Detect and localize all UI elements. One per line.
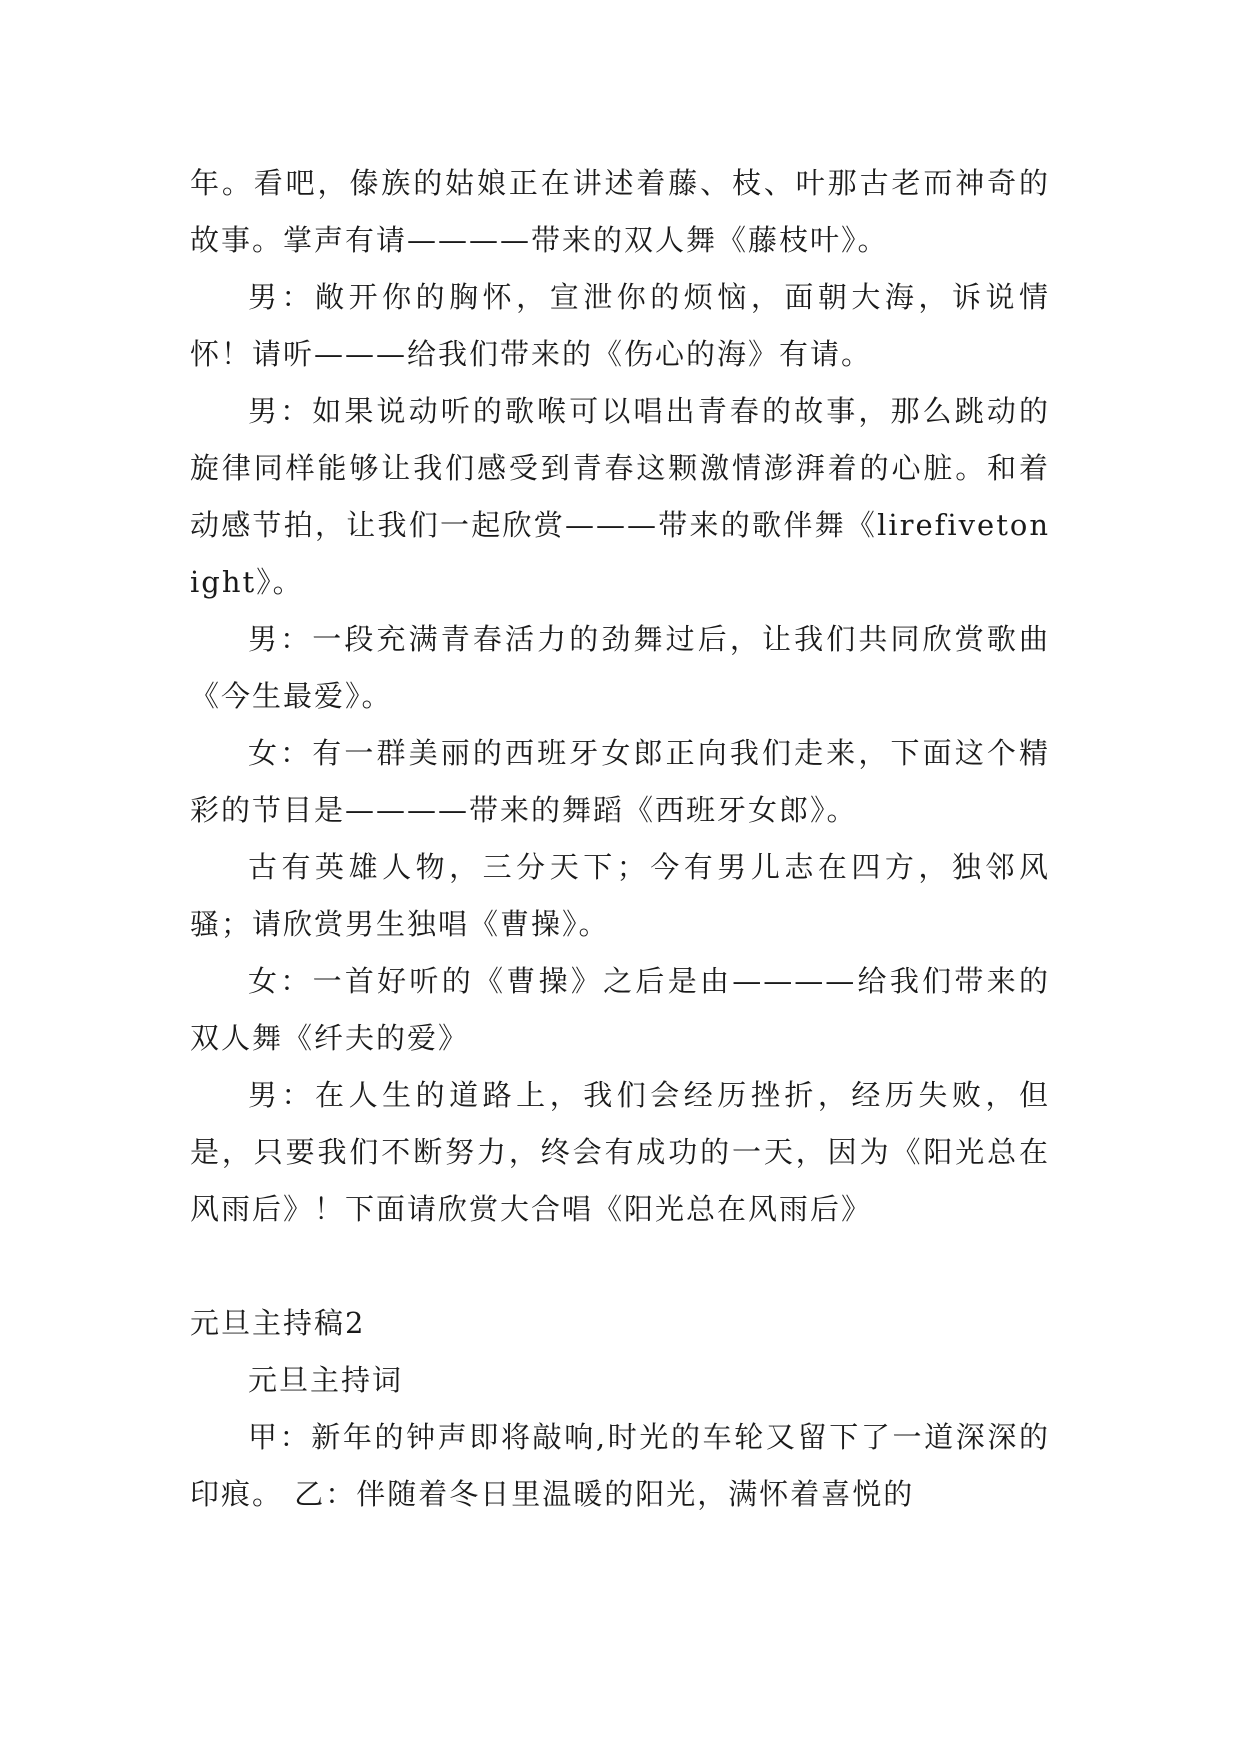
document-body	[190, 155, 1050, 1523]
paragraph-4: 男：一段充满青春活力的劲舞过后，让我们共同欣赏歌曲《今生最爱》。	[190, 622, 1050, 713]
paragraph-8: 男：在人生的道路上，我们会经历挫折，经历失败，但是，只要我们不断努力，终会有成功的一天，因为《阳光总在风雨后》！下面请欣赏大合唱《阳光总在风雨后》	[190, 1078, 1050, 1226]
section-title: 元旦主持稿2	[190, 1306, 366, 1340]
paragraph-7: 女：一首好听的《曹操》之后是由————给我们带来的双人舞《纤夫的爱》	[190, 964, 1050, 1055]
section-paragraph-1: 甲：新年的钟声即将敲响,时光的车轮又留下了一道深深的印痕。 乙：伴随着冬日里温暖的阳光，满怀着喜悦的	[190, 1420, 1050, 1511]
section-subtitle: 元旦主持词	[248, 1363, 404, 1397]
paragraph-2: 男：敞开你的胸怀，宣泄你的烦恼，面朝大海，诉说情怀！请听———给我们带来的《伤心的海》有请。	[190, 280, 1050, 371]
paragraph-5: 女：有一群美丽的西班牙女郎正向我们走来，下面这个精彩的节目是————带来的舞蹈《西班牙女郎》。	[190, 736, 1050, 827]
paragraph-3: 男：如果说动听的歌喉可以唱出青春的故事，那么跳动的旋律同样能够让我们感受到青春这颗激情澎湃着的心脏。和着动感节拍，让我们一起欣赏———带来的歌伴舞《lirefivetonight》。	[190, 394, 1050, 599]
paragraph-6: 古有英雄人物，三分天下；今有男儿志在四方，独邻风骚；请欣赏男生独唱《曹操》。	[190, 850, 1050, 941]
paragraph-1: 年。看吧，傣族的姑娘正在讲述着藤、枝、叶那古老而神奇的故事。掌声有请————带来的双人舞《藤枝叶》。	[190, 166, 1050, 257]
